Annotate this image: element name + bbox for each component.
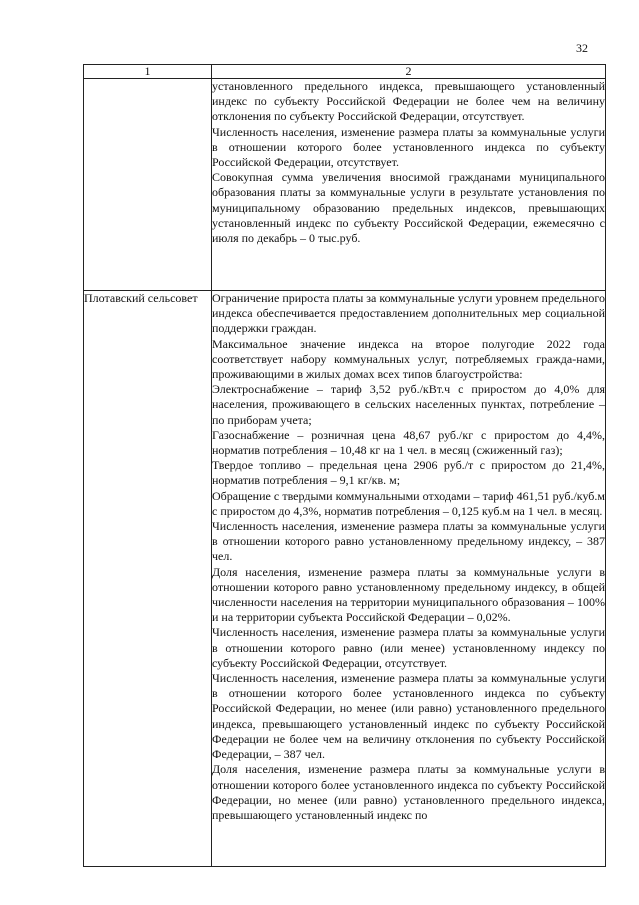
paragraph: Численность населения, изменение размера платы за коммунальные услуги в отношении которого равно (или менее) установленному индексу по субъекту Российской Федерации, отсутствует. (212, 625, 605, 670)
table-row (84, 79, 606, 291)
paragraph: Численность населения, изменение размера платы за коммунальные услуги в отношении которого более установленного индекса по субъекту Российской Федерации, но менее (или равно) установленного предельного индекса, превышающего установленный индекс по субъекту Российской Федерации не более чем на величину отклонения по субъекту Российской Федерации, – 387 чел. (212, 671, 605, 762)
paragraph: Ограничение прироста платы за коммунальные услуги уровнем предельного индекса обеспечивается предоставлением дополнительных мер социальной поддержки граждан. (212, 291, 605, 336)
paragraph: Совокупная сумма увеличения вносимой гражданами муниципального образования платы за коммунальные услуги в результате установления по муниципальному образованию предельных индексов, превышающих установленный индекс по субъекту Российской Федерации, ежемесячно с июля по декабрь – 0 тыс.руб. (212, 170, 605, 246)
table-header-row (84, 65, 606, 79)
header-col-1: 1 (84, 65, 212, 79)
paragraph: Обращение с твердыми коммунальными отходами – тариф 461,51 руб./куб.м с приростом до 4,3%, норматив потребления – 0,125 куб.м на 1 чел. в месяц. (212, 488, 605, 518)
description-cell (212, 291, 606, 867)
paragraph: Максимальное значение индекса на второе полугодие 2022 года соответствует набору коммунальных услуг, потребляемых гражда-нами, проживающими в жилых домах всех типов благоустройства: (212, 336, 605, 382)
paragraph: Доля населения, изменение размера платы за коммунальные услуги в отношении которого более установленного индекса по субъекту Российской Федерации, но менее (или равно) установленного предельного индекса, превышающего установленный индекс по (212, 762, 605, 822)
municipality-cell (84, 79, 212, 291)
paragraph: Доля населения, изменение размера платы за коммунальные услуги в отношении которого равно установленному предельному индексу, в общей численности населения на территории муниципального образования – 100% и на территории субъекта Российской Федерации – 0,02%. (212, 564, 605, 625)
paragraph: установленного предельного индекса, превышающего установленный индекс по субъекту Российской Федерации не более чем на величину отклонения по субъекту Российской Федерации, отсутствует. (212, 79, 605, 124)
description-cell (212, 79, 606, 291)
table-row (84, 291, 606, 867)
paragraph: Численность населения, изменение размера платы за коммунальные услуги в отношении которого равно установленному предельному индексу, – 387 чел. (212, 519, 605, 564)
paragraph: Газоснабжение – розничная цена 48,67 руб./кг с приростом до 4,4%, норматив потребления – 10,48 кг на 1 чел. в месяц (сжиженный газ); (212, 427, 605, 458)
page-number: 32 (576, 41, 588, 55)
municipality-cell: Плотавский сельсовет (84, 291, 212, 867)
paragraph: Электроснабжение – тариф 3,52 руб./кВт.ч с приростом до 4,0% для населения, проживающего в сельских населенных пунктах, потребление – по приборам учета; (212, 382, 605, 427)
data-table (83, 64, 606, 867)
paragraph: Численность населения, изменение размера платы за коммунальные услуги в отношении которого более установленного индекса по субъекту Российской Федерации, отсутствует. (212, 124, 605, 170)
paragraph: Твердое топливо – предельная цена 2906 руб./т с приростом до 21,4%, норматив потребления – 9,1 кг/кв. м; (212, 458, 605, 488)
header-col-2: 2 (212, 65, 606, 79)
